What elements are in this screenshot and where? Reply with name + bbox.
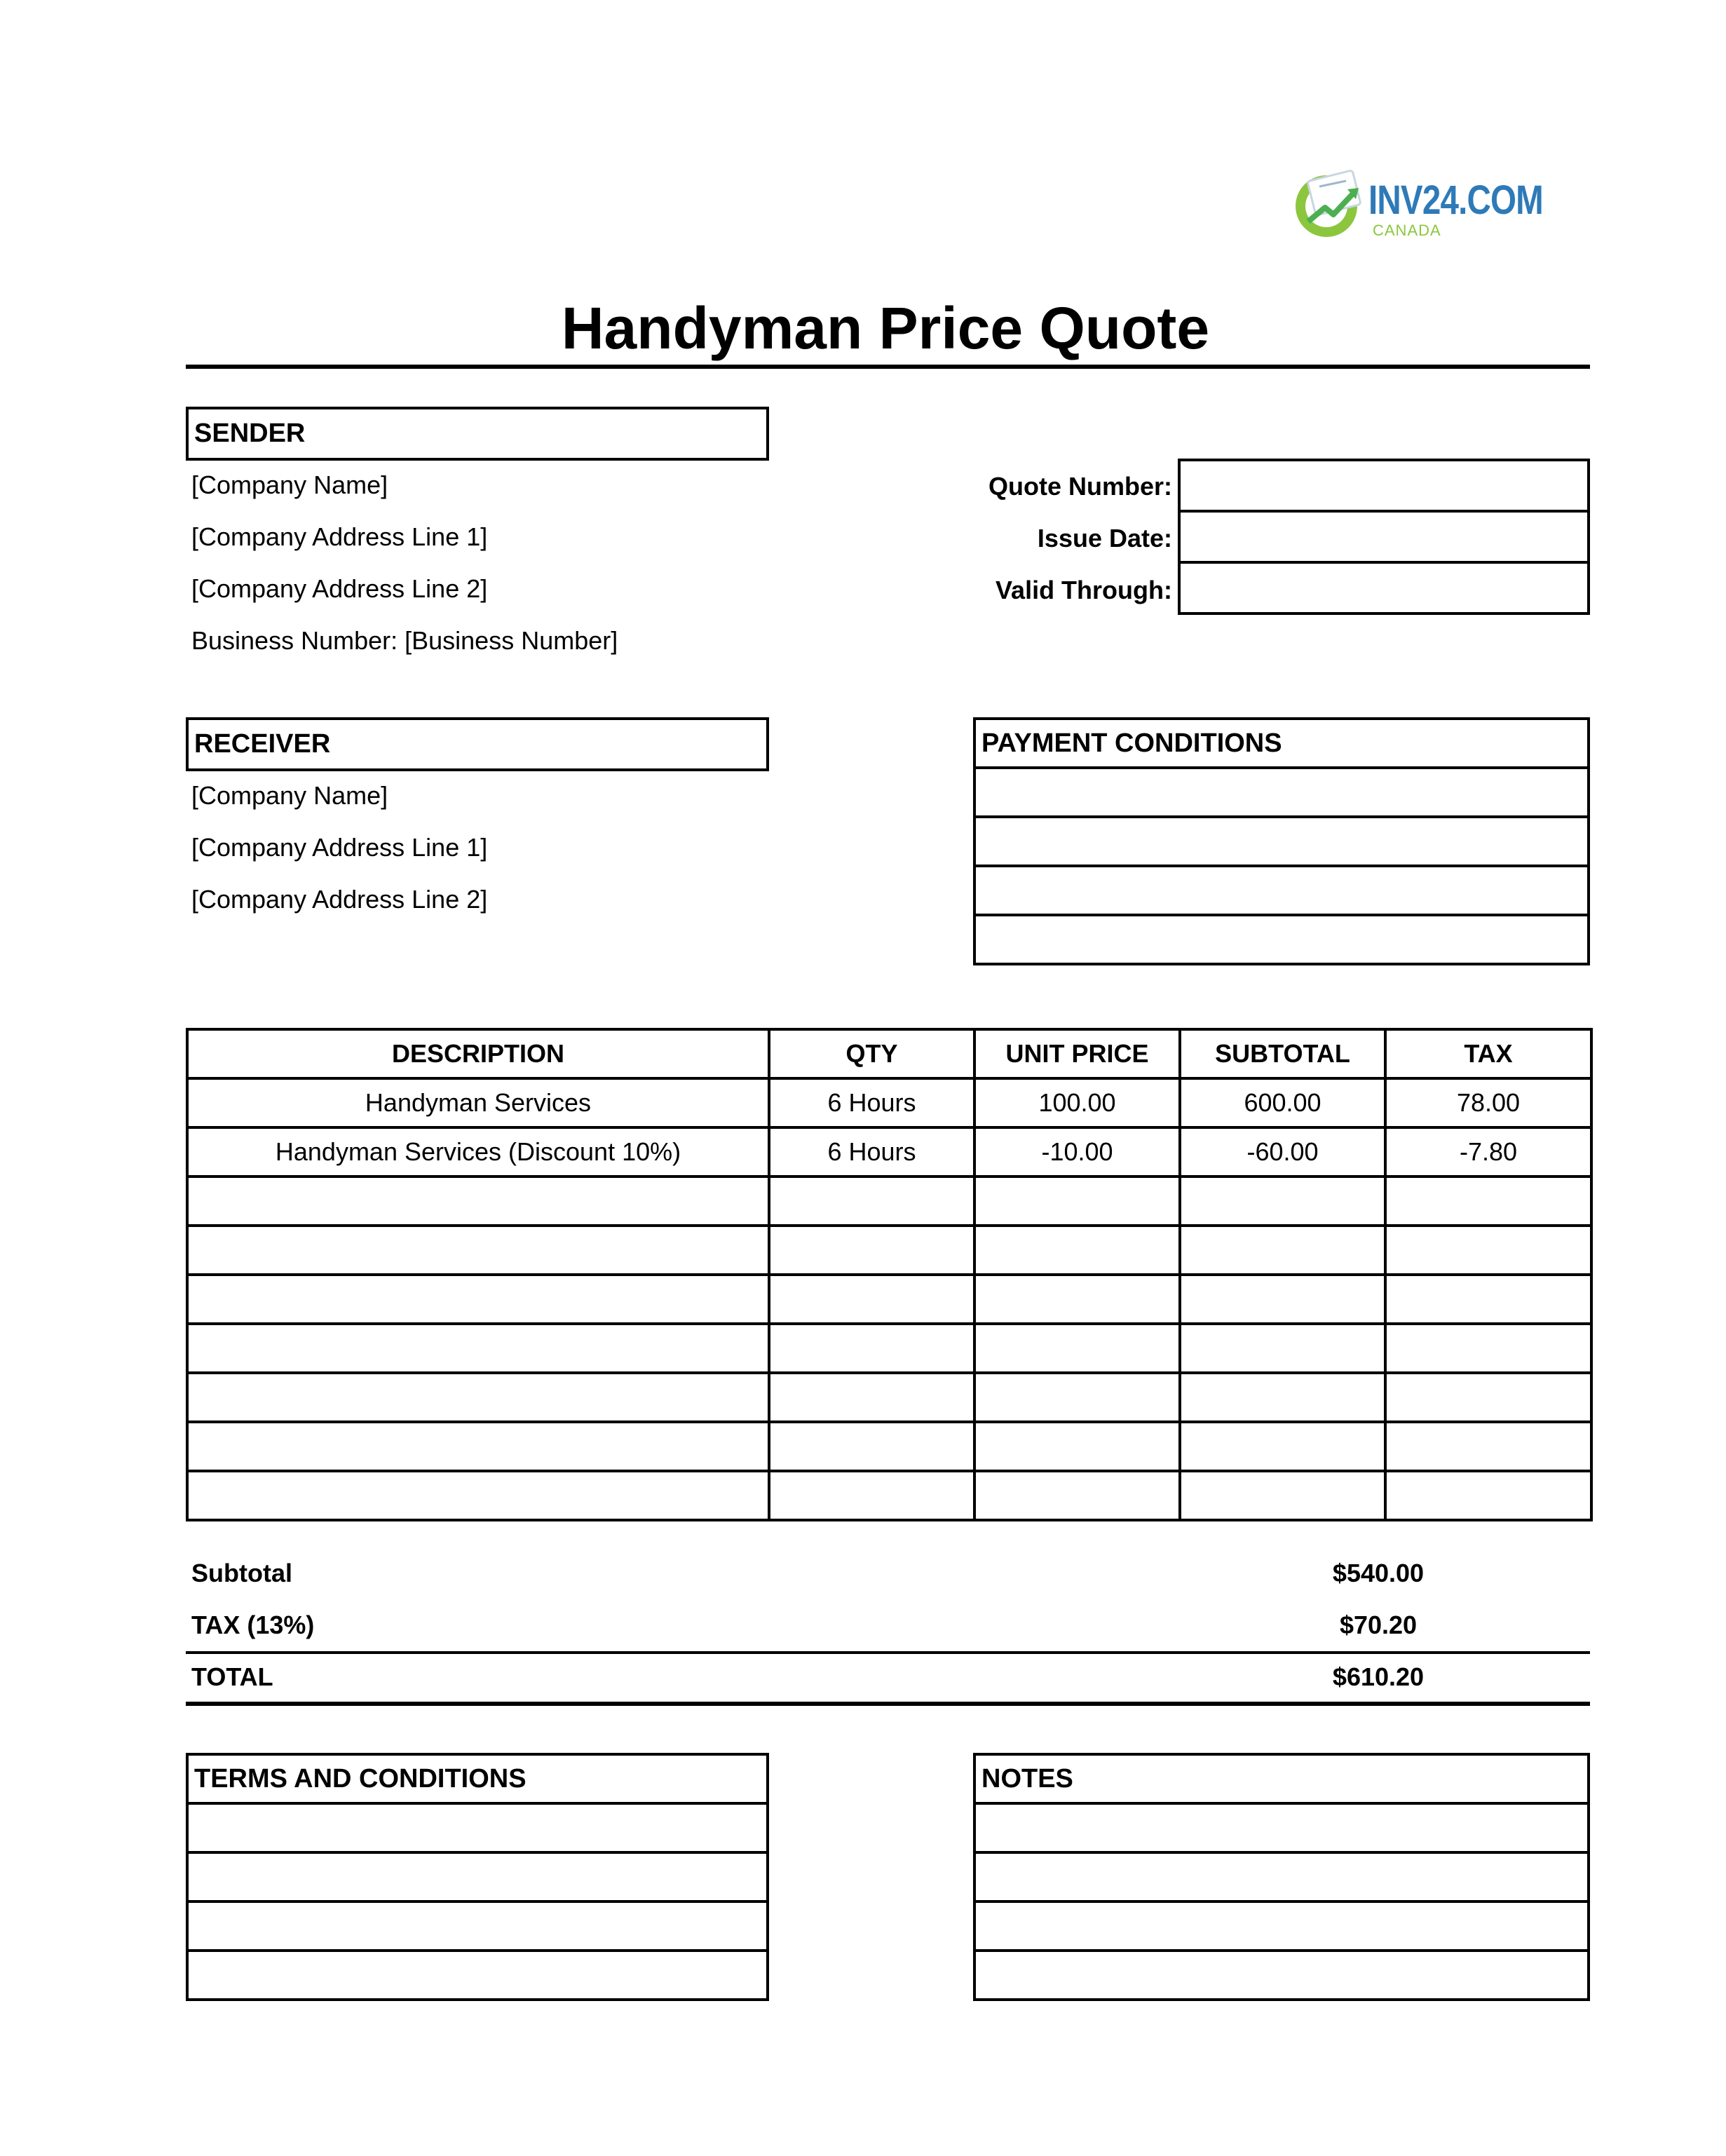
item-subtotal[interactable] [1180, 1275, 1385, 1324]
receiver-header: RECEIVER [186, 717, 769, 771]
subtotal-label: Subtotal [191, 1559, 292, 1587]
notes-header: NOTES [974, 1754, 1589, 1803]
item-unit-price[interactable] [974, 1373, 1180, 1422]
unit-price-header: UNIT PRICE [974, 1029, 1180, 1078]
item-qty[interactable] [769, 1422, 974, 1471]
payment-conditions-header: PAYMENT CONDITIONS [974, 719, 1589, 768]
item-qty[interactable]: 6 Hours [769, 1078, 974, 1127]
valid-through-field[interactable] [1178, 561, 1590, 615]
item-tax[interactable] [1385, 1373, 1591, 1422]
logo-subtitle: CANADA [1373, 222, 1441, 239]
terms-row[interactable] [187, 1803, 768, 1852]
table-row [187, 1324, 1591, 1373]
table-row [187, 1471, 1591, 1520]
item-subtotal[interactable] [1180, 1324, 1385, 1373]
item-unit-price[interactable] [974, 1275, 1180, 1324]
subtotal-header: SUBTOTAL [1180, 1029, 1385, 1078]
payment-condition-row[interactable] [974, 915, 1589, 964]
logo-icon [1290, 165, 1367, 243]
issue-date-field[interactable] [1178, 510, 1590, 564]
item-tax[interactable] [1385, 1177, 1591, 1226]
terms-header: TERMS AND CONDITIONS [187, 1754, 768, 1803]
item-qty[interactable] [769, 1226, 974, 1275]
page-title: Handyman Price Quote [561, 295, 1210, 361]
item-description[interactable] [187, 1226, 769, 1275]
item-unit-price[interactable] [974, 1471, 1180, 1520]
item-description[interactable] [187, 1373, 769, 1422]
item-qty[interactable]: 6 Hours [769, 1127, 974, 1177]
notes-row[interactable] [974, 1852, 1589, 1901]
total-value: $610.20 [1332, 1662, 1425, 1691]
tax-label: TAX (13%) [191, 1611, 315, 1639]
item-subtotal[interactable] [1180, 1177, 1385, 1226]
item-qty[interactable] [769, 1275, 974, 1324]
terms-row[interactable] [187, 1901, 768, 1951]
item-tax[interactable] [1385, 1471, 1591, 1520]
sender-business-number: Business Number: [Business Number] [191, 626, 618, 655]
sender-company-name: [Company Name] [191, 470, 388, 499]
payment-condition-row[interactable] [974, 866, 1589, 915]
valid-through-label: Valid Through: [995, 576, 1172, 604]
item-subtotal[interactable] [1180, 1226, 1385, 1275]
item-subtotal[interactable] [1180, 1471, 1385, 1520]
quote-number-field[interactable] [1178, 459, 1590, 513]
table-row [187, 1078, 1591, 1127]
tax-value: $70.20 [1339, 1611, 1418, 1639]
item-description[interactable] [187, 1324, 769, 1373]
sender-address-2: [Company Address Line 2] [191, 574, 488, 603]
total-bottom-rule [186, 1702, 1590, 1706]
payment-condition-row[interactable] [974, 768, 1589, 817]
item-tax[interactable] [1385, 1275, 1591, 1324]
item-tax[interactable] [1385, 1422, 1591, 1471]
item-unit-price[interactable] [974, 1177, 1180, 1226]
item-qty[interactable] [769, 1471, 974, 1520]
table-row [187, 1226, 1591, 1275]
logo-name: INV24.COM [1368, 177, 1543, 223]
terms-box [186, 1753, 769, 2001]
item-subtotal[interactable] [1180, 1422, 1385, 1471]
item-description[interactable] [187, 1471, 769, 1520]
item-description[interactable] [187, 1275, 769, 1324]
item-unit-price[interactable]: 100.00 [974, 1078, 1180, 1127]
item-tax[interactable] [1385, 1226, 1591, 1275]
tax-header: TAX [1385, 1029, 1591, 1078]
item-subtotal[interactable]: 600.00 [1180, 1078, 1385, 1127]
quote-number-label: Quote Number: [988, 472, 1172, 501]
total-label: TOTAL [191, 1662, 273, 1691]
notes-row[interactable] [974, 1901, 1589, 1951]
total-divider [186, 1651, 1590, 1654]
sender-address-1: [Company Address Line 1] [191, 522, 488, 551]
items-table [186, 1028, 1593, 1521]
receiver-address-1: [Company Address Line 1] [191, 833, 488, 862]
notes-row[interactable] [974, 1803, 1589, 1852]
receiver-company-name: [Company Name] [191, 781, 388, 810]
sender-header: SENDER [186, 407, 769, 461]
table-row [187, 1275, 1591, 1324]
logo [1290, 163, 1542, 247]
item-description[interactable] [187, 1177, 769, 1226]
terms-row[interactable] [187, 1951, 768, 2000]
notes-box [973, 1753, 1590, 2001]
item-unit-price[interactable] [974, 1422, 1180, 1471]
item-tax[interactable]: -7.80 [1385, 1127, 1591, 1177]
item-subtotal[interactable]: -60.00 [1180, 1127, 1385, 1177]
item-description[interactable]: Handyman Services (Discount 10%) [187, 1127, 769, 1177]
item-qty[interactable] [769, 1373, 974, 1422]
item-tax[interactable]: 78.00 [1385, 1078, 1591, 1127]
item-unit-price[interactable] [974, 1324, 1180, 1373]
item-tax[interactable] [1385, 1324, 1591, 1373]
notes-row[interactable] [974, 1951, 1589, 2000]
terms-row[interactable] [187, 1852, 768, 1901]
items-header-row [187, 1029, 1591, 1078]
item-description[interactable] [187, 1422, 769, 1471]
item-subtotal[interactable] [1180, 1373, 1385, 1422]
item-description[interactable]: Handyman Services [187, 1078, 769, 1127]
item-unit-price[interactable]: -10.00 [974, 1127, 1180, 1177]
table-row [187, 1373, 1591, 1422]
item-qty[interactable] [769, 1324, 974, 1373]
table-row [187, 1127, 1591, 1177]
receiver-address-2: [Company Address Line 2] [191, 885, 488, 914]
table-row [187, 1422, 1591, 1471]
subtotal-value: $540.00 [1332, 1559, 1425, 1587]
item-unit-price[interactable] [974, 1226, 1180, 1275]
title-rule [186, 365, 1590, 369]
item-qty[interactable] [769, 1177, 974, 1226]
table-row [187, 1177, 1591, 1226]
description-header: DESCRIPTION [187, 1029, 769, 1078]
qty-header: QTY [769, 1029, 974, 1078]
issue-date-label: Issue Date: [1037, 524, 1172, 552]
payment-condition-row[interactable] [974, 817, 1589, 866]
payment-conditions-box [973, 717, 1590, 965]
